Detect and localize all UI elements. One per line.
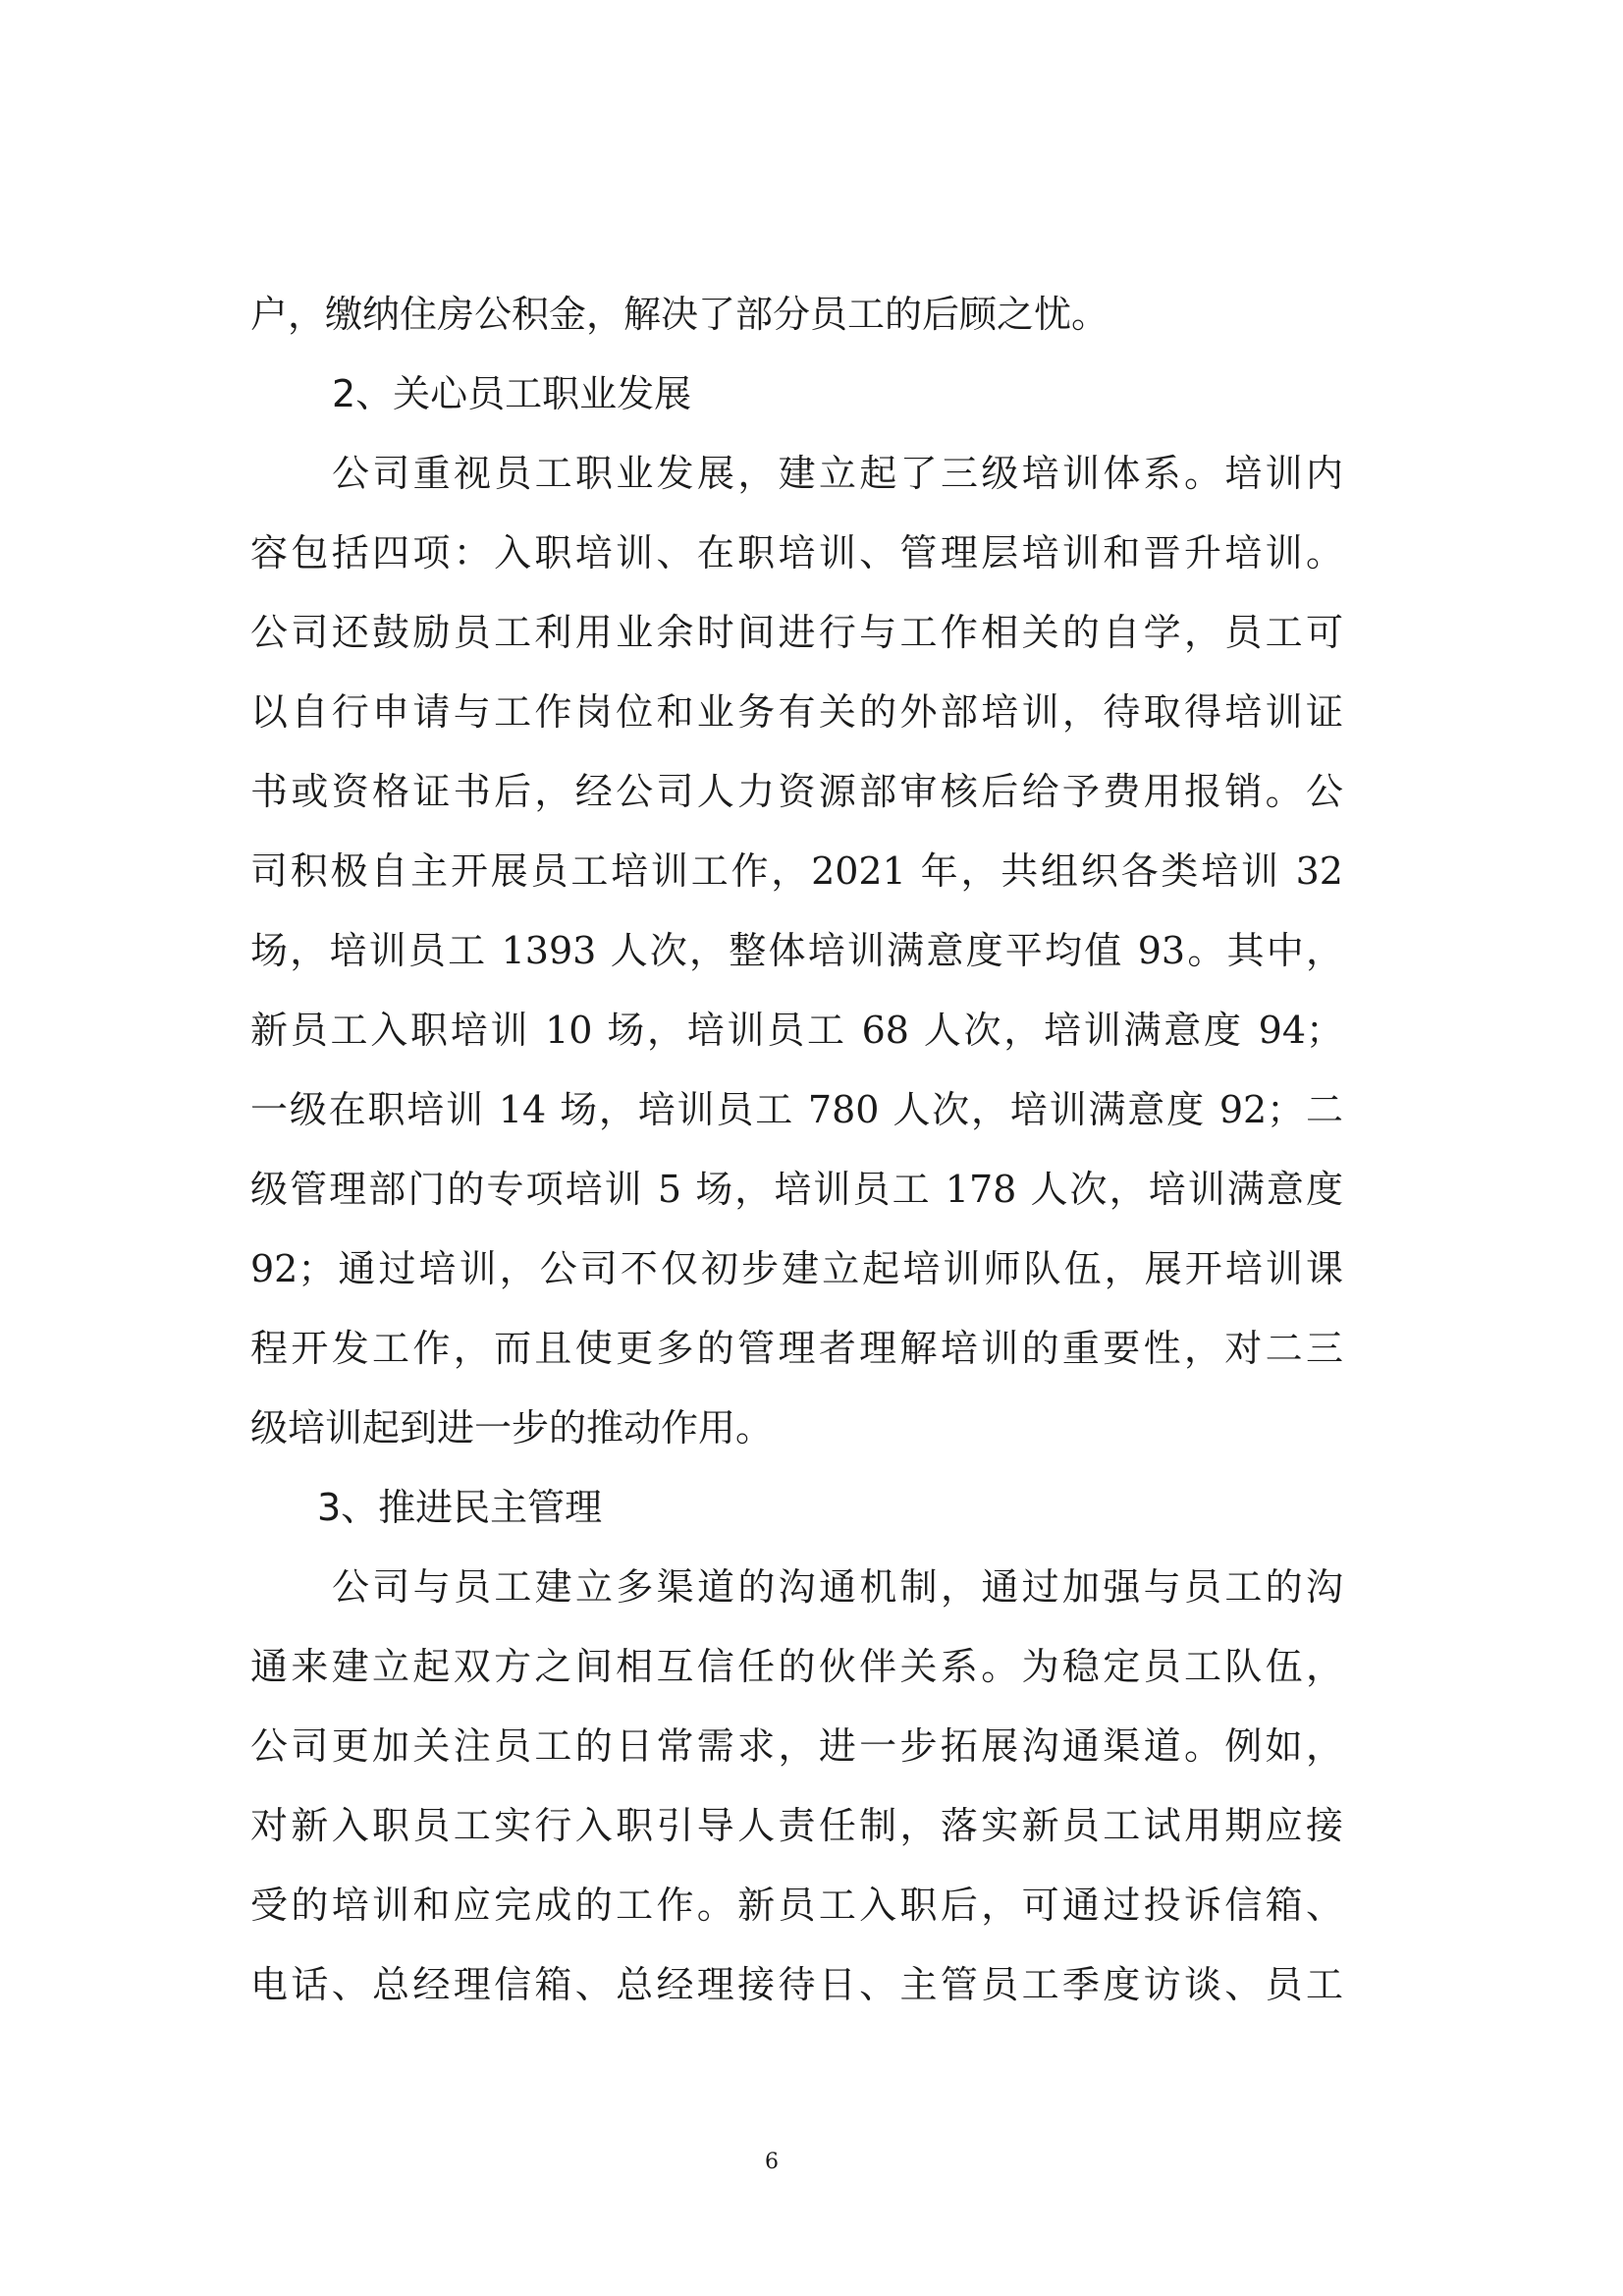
body-line: 场，培训员工 1393 人次，整体培训满意度平均值 93。其中， [250,929,1343,972]
body-line: 公司与员工建立多渠道的沟通机制，通过加强与员工的沟 [332,1565,1343,1609]
body-line: 级管理部门的专项培训 5 场，培训员工 178 人次，培训满意度 [250,1168,1343,1211]
body-line: 公司还鼓励员工利用业余时间进行与工作相关的自学，员工可 [250,611,1343,654]
body-line: 电话、总经理信箱、总经理接待日、主管员工季度访谈、员工 [250,1963,1343,2006]
body-line: 程开发工作，而且使更多的管理者理解培训的重要性，对二三 [250,1327,1343,1370]
section-heading: 2、关心员工职业发展 [332,372,692,415]
body-line: 级培训起到进一步的推动作用。 [250,1406,774,1449]
body-line: 受的培训和应完成的工作。新员工入职后，可通过投诉信箱、 [250,1884,1343,1927]
body-line: 以自行申请与工作岗位和业务有关的外部培训，待取得培训证 [250,690,1343,734]
body-line: 对新入职员工实行入职引导人责任制，落实新员工试用期应接 [250,1804,1343,1847]
body-line: 容包括四项：入职培训、在职培训、管理层培训和晋升培训。 [250,531,1343,574]
body-line: 户，缴纳住房公积金，解决了部分员工的后顾之忧。 [250,293,1109,336]
document-body [250,275,1343,2025]
body-line: 司积极自主开展员工培训工作，2021 年，共组织各类培训 32 [250,849,1343,893]
body-line: 书或资格证书后，经公司人力资源部审核后给予费用报销。公 [250,770,1343,813]
body-line: 92；通过培训，公司不仅初步建立起培训师队伍，展开培训课 [250,1247,1343,1290]
body-line: 公司重视员工职业发展，建立起了三级培训体系。培训内 [332,452,1343,495]
page-number: 6 [765,2150,779,2174]
body-line: 一级在职培训 14 场，培训员工 780 人次，培训满意度 92；二 [250,1088,1343,1131]
body-line: 新员工入职培训 10 场，培训员工 68 人次，培训满意度 94； [250,1009,1343,1052]
section-heading: 3、推进民主管理 [317,1486,603,1529]
body-line: 通来建立起双方之间相互信任的伙伴关系。为稳定员工队伍， [250,1645,1343,1688]
body-line: 公司更加关注员工的日常需求，进一步拓展沟通渠道。例如， [250,1724,1343,1768]
